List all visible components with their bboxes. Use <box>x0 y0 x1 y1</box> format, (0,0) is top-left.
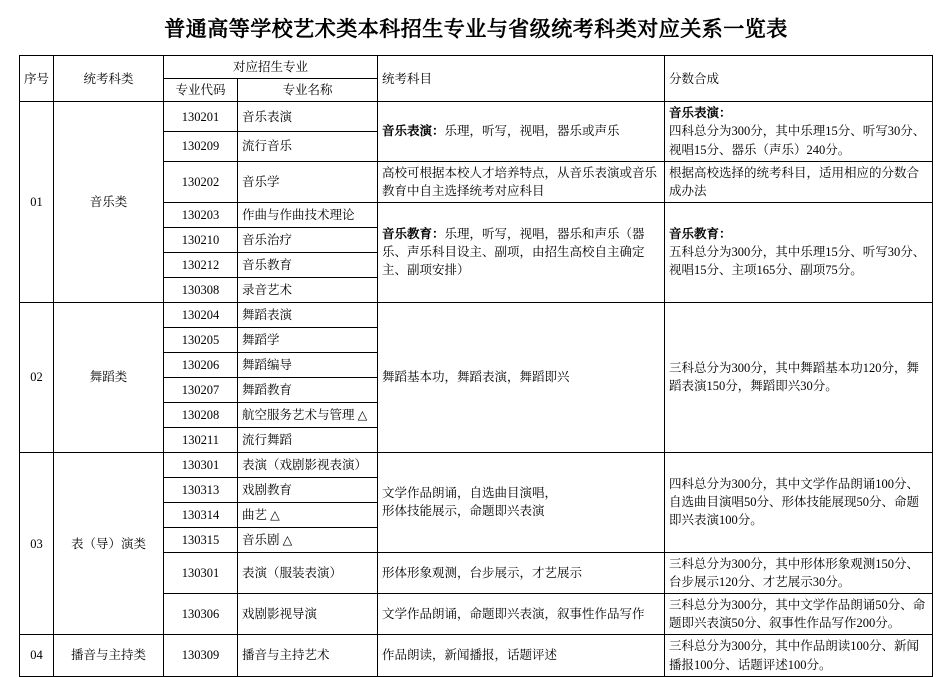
cell-subjects <box>378 302 665 452</box>
cell-major-name: 舞蹈编导 <box>237 352 377 377</box>
cell-score <box>665 161 933 202</box>
cell-category: 表（导）演类 <box>53 452 163 635</box>
subjects-text: 文学作品朗诵，命题即兴表演，叙事性作品写作 <box>382 607 645 622</box>
cell-score <box>665 302 933 452</box>
subjects-label: 音乐表演： <box>382 124 445 139</box>
cell-major-name: 音乐治疗 <box>237 227 377 252</box>
cell-major-name: 表演（戏剧影视表演） <box>237 452 377 477</box>
cell-major-code: 130209 <box>163 131 237 161</box>
cell-major-code: 130313 <box>163 477 237 502</box>
cell-major-name: 舞蹈教育 <box>237 377 377 402</box>
table-row <box>19 102 932 132</box>
cell-major-code: 130207 <box>163 377 237 402</box>
cell-subjects <box>378 552 665 593</box>
subjects-label: 音乐教育： <box>382 227 445 242</box>
cell-major-name: 播音与主持艺术 <box>237 635 377 676</box>
page-title: 普通高等学校艺术类本科招生专业与省级统考科类对应关系一览表 <box>164 17 788 41</box>
cell-seq: 02 <box>19 302 53 452</box>
cell-score <box>665 202 933 302</box>
cell-major-code: 130309 <box>163 635 237 676</box>
cell-major-code: 130301 <box>163 552 237 593</box>
cell-major-name: 戏剧影视导演 <box>237 594 377 635</box>
cell-subjects <box>378 202 665 302</box>
cell-score <box>665 552 933 593</box>
cell-major-code: 130314 <box>163 502 237 527</box>
table-body <box>19 102 932 676</box>
cell-seq: 01 <box>19 102 53 303</box>
cell-major-code: 130306 <box>163 594 237 635</box>
score-text: 根据高校选择的统考科目，适用相应的分数合成办法 <box>669 165 920 198</box>
cell-seq: 04 <box>19 635 53 676</box>
header-major-group: 对应招生专业 <box>163 56 377 79</box>
header-major-name: 专业名称 <box>237 79 377 102</box>
cell-score <box>665 594 933 635</box>
cell-major-code: 130202 <box>163 161 237 202</box>
cell-major-code: 130211 <box>163 427 237 452</box>
cell-subjects <box>378 452 665 552</box>
cell-major-code: 130212 <box>163 252 237 277</box>
cell-category: 舞蹈类 <box>53 302 163 452</box>
cell-major-name: 流行舞蹈 <box>237 427 377 452</box>
cell-category: 音乐类 <box>53 102 163 303</box>
cell-major-name: 曲艺 △ <box>237 502 377 527</box>
score-text: 三科总分为300分，其中作品朗读100分、新闻播报100分、话题评述100分。 <box>669 639 920 672</box>
cell-major-name: 音乐学 <box>237 161 377 202</box>
score-text: 五科总分为300分，其中乐理15分、听写30分、视唱15分、主项165分、副项75分。 <box>669 245 926 278</box>
subjects-text: 乐理，听写，视唱，器乐或声乐 <box>444 124 620 139</box>
header-major-code: 专业代码 <box>163 79 237 102</box>
cell-major-name: 戏剧教育 <box>237 477 377 502</box>
cell-major-name: 音乐表演 <box>237 102 377 132</box>
score-text: 三科总分为300分，其中舞蹈基本功120分，舞蹈表演150分，舞蹈即兴30分。 <box>669 361 920 394</box>
cell-seq: 03 <box>19 452 53 635</box>
header-category: 统考科类 <box>53 56 163 102</box>
header-subjects: 统考科目 <box>378 56 665 102</box>
cell-major-code: 130205 <box>163 327 237 352</box>
header-row-1 <box>19 56 932 79</box>
score-text: 四科总分为300分，其中乐理15分、听写30分、视唱15分、器乐（声乐）240分。 <box>669 124 926 157</box>
subjects-text: 文学作品朗诵，自选曲目演唱， 形体技能展示，命题即兴表演 <box>382 486 558 519</box>
cell-major-name: 舞蹈学 <box>237 327 377 352</box>
cell-subjects <box>378 161 665 202</box>
cell-subjects <box>378 594 665 635</box>
cell-category: 播音与主持类 <box>53 635 163 676</box>
cell-major-name: 舞蹈表演 <box>237 302 377 327</box>
cell-major-code: 130203 <box>163 202 237 227</box>
cell-major-name: 录音艺术 <box>237 277 377 302</box>
score-label: 音乐教育： <box>669 227 732 242</box>
majors-table <box>19 55 933 677</box>
cell-major-name: 音乐教育 <box>237 252 377 277</box>
cell-major-code: 130308 <box>163 277 237 302</box>
cell-major-code: 130201 <box>163 102 237 132</box>
subjects-text: 形体形象观测，台步展示，才艺展示 <box>382 565 583 580</box>
cell-major-code: 130210 <box>163 227 237 252</box>
cell-major-code: 130208 <box>163 402 237 427</box>
cell-major-code: 130315 <box>163 527 237 552</box>
cell-score <box>665 452 933 552</box>
cell-major-code: 130204 <box>163 302 237 327</box>
cell-major-code: 130301 <box>163 452 237 477</box>
score-text: 三科总分为300分，其中形体形象观测150分、台步展示120分、才艺展示30分。 <box>669 556 920 589</box>
cell-major-code: 130206 <box>163 352 237 377</box>
score-text: 四科总分为300分，其中文学作品朗诵100分、自选曲目演唱50分、形体技能展现50分、命题即兴表演100分。 <box>669 477 920 528</box>
cell-subjects <box>378 102 665 161</box>
score-label: 音乐表演： <box>669 106 732 121</box>
table-row <box>19 302 932 327</box>
cell-score <box>665 102 933 161</box>
table-header <box>19 56 932 102</box>
score-text: 三科总分为300分，其中文学作品朗诵50分、命题即兴表演50分、叙事性作品写作200分。 <box>669 598 926 631</box>
table-row <box>19 452 932 477</box>
subjects-text: 高校可根据本校人才培养特点，从音乐表演或音乐教育中自主选择统考对应科目 <box>382 165 658 198</box>
subjects-text: 作品朗读，新闻播报，话题评述 <box>382 648 558 663</box>
header-seq: 序号 <box>19 56 53 102</box>
header-score: 分数合成 <box>665 56 933 102</box>
cell-major-name: 流行音乐 <box>237 131 377 161</box>
cell-major-name: 音乐剧 △ <box>237 527 377 552</box>
cell-major-name: 作曲与作曲技术理论 <box>237 202 377 227</box>
subjects-text: 乐理，听写，视唱，器乐和声乐（器乐、声乐科目设主、副项，由招生高校自主确定主、副项安排） <box>382 227 645 278</box>
subjects-text: 舞蹈基本功，舞蹈表演，舞蹈即兴 <box>382 370 570 385</box>
cell-major-name: 表演（服装表演） <box>237 552 377 593</box>
cell-major-name: 航空服务艺术与管理 △ <box>237 402 377 427</box>
